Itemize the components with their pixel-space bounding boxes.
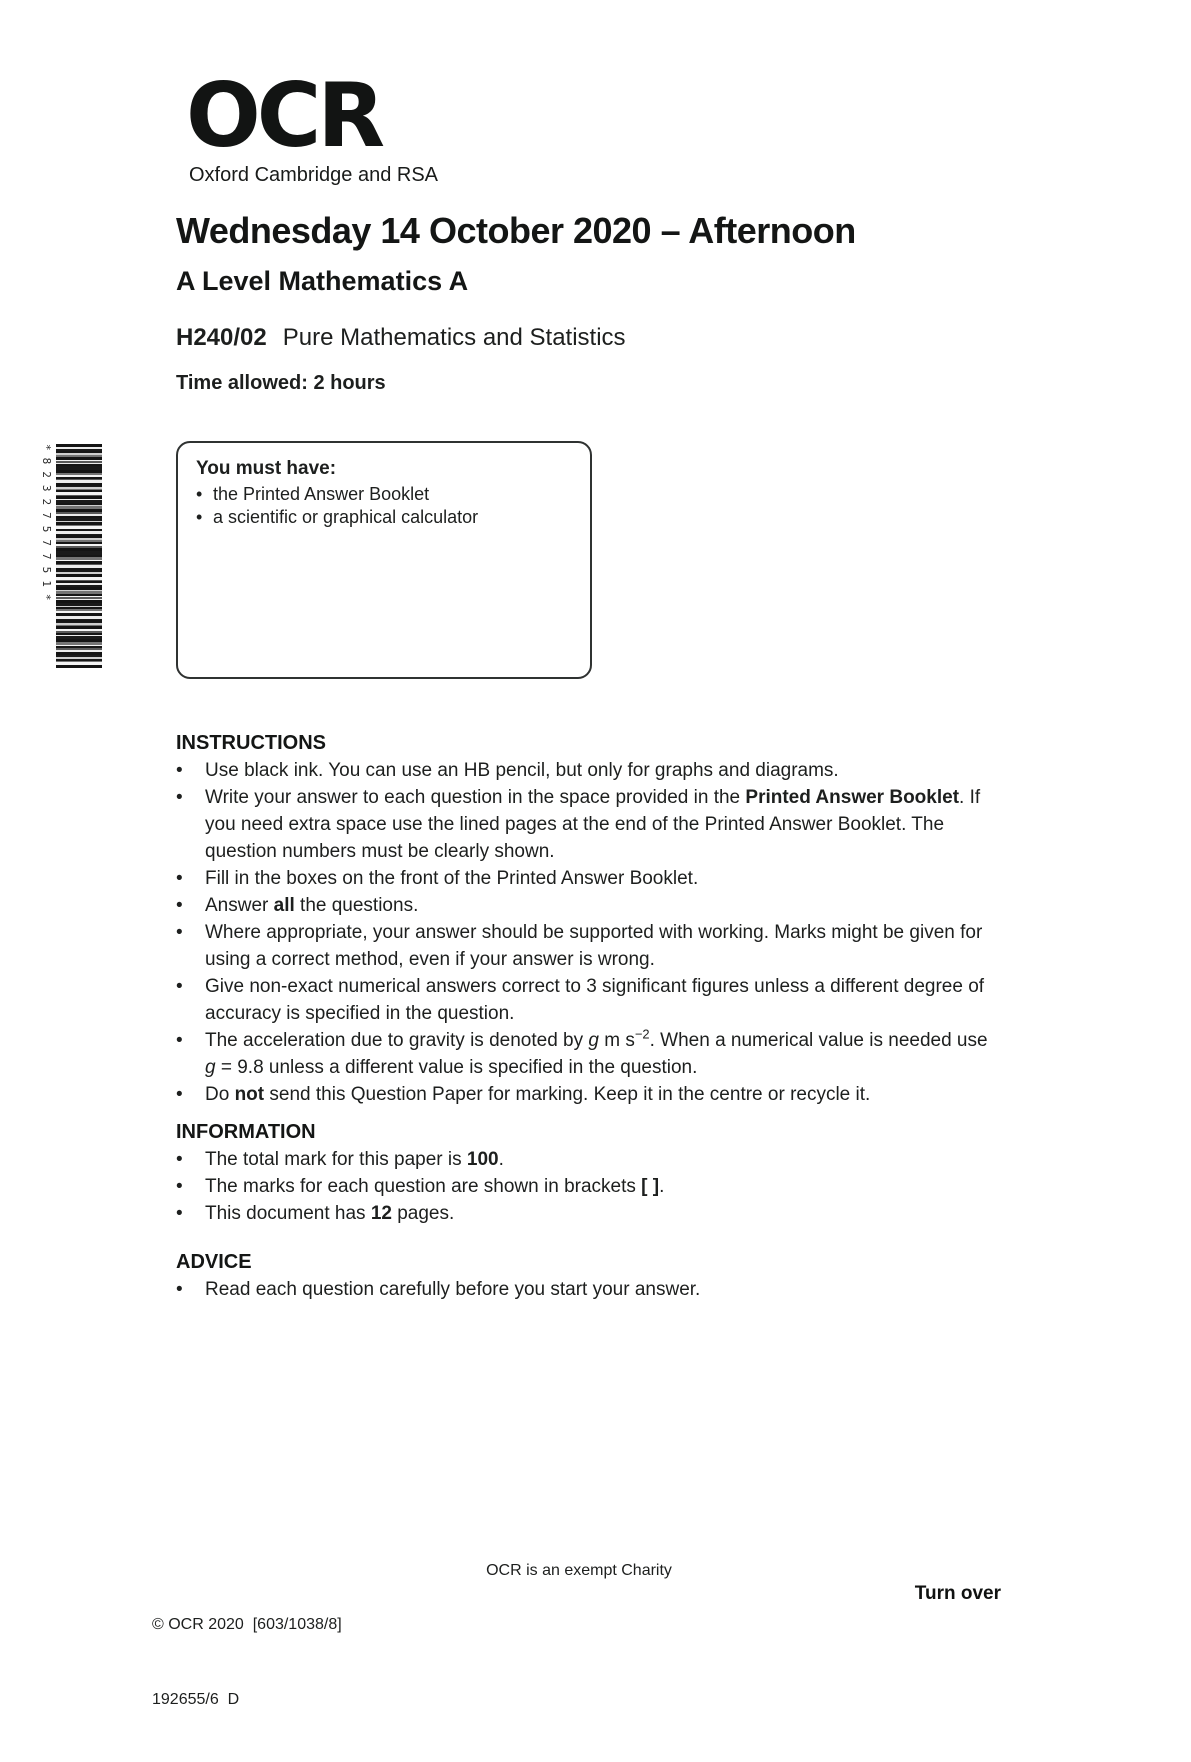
instruction-item-text: • Give non-exact numerical answers correct to 3 significant figures unless a different degree of accuracy is specified in the question. [205,976,985,1024]
ocr-logo-text: OCR [186,64,382,167]
instruction-item-text: • Where appropriate, your answer should be supported with working. Marks might be given for using a correct method, even if your answer is wrong. [205,922,983,970]
information-item-text: • The marks for each question are shown in brackets [ ]. [205,1176,665,1197]
footer-copyright: © OCR 2020 [603/1038/8] [152,1616,342,1633]
paper-code: H240/02 [176,324,267,351]
instruction-item-text: • Answer all the questions. [205,895,419,916]
barcode [38,444,102,668]
instruction-item-text: • Fill in the boxes on the front of the Printed Answer Booklet. [205,868,699,889]
time-allowed: Time allowed: 2 hours [176,372,386,394]
instruction-item [176,892,996,919]
instruction-item [176,1027,996,1081]
ocr-logo-tagline: Oxford Cambridge and RSA [189,164,439,186]
turn-over-label: Turn over [914,1583,1001,1604]
instruction-item [176,973,996,1027]
advice-item [176,1276,996,1303]
section-instructions [176,730,996,1108]
information-item [176,1146,996,1173]
barcode-bars [56,444,102,668]
advice-item-text: • Read each question carefully before you start your answer. [205,1279,701,1300]
instruction-item-text: • Write your answer to each question in the space provided in the Printed Answer Booklet. If you need extra space use the lined pages at the end of the Printed Answer Booklet. The question numbers must be clearly shown. [205,787,981,862]
page-title: Wednesday 14 October 2020 – Afternoon [176,210,856,251]
instruction-item [176,757,996,784]
must-have-list [196,483,572,529]
footer-left [152,1562,342,1762]
instruction-item-text: • Do not send this Question Paper for marking. Keep it in the centre or recycle it. [205,1084,871,1105]
instructions-heading: INSTRUCTIONS [176,732,326,754]
must-have-title: You must have: [196,458,337,479]
ocr-logo [186,64,439,187]
advice-list [176,1276,996,1303]
information-item-text: • This document has 12 pages. [205,1203,455,1224]
you-must-have-box [176,441,592,679]
information-item-text: • The total mark for this paper is 100. [205,1149,504,1170]
instruction-item [176,919,996,973]
footer-charity-note: OCR is an exempt Charity [486,1562,672,1579]
information-list [176,1146,996,1227]
information-item [176,1200,996,1227]
footer-doc-ref: 192655/6 D [152,1691,240,1708]
barcode-text: *8232757751* [40,444,53,608]
section-advice [176,1249,996,1303]
must-have-item: • the Printed Answer Booklet [196,483,572,506]
information-heading: INFORMATION [176,1121,316,1143]
instruction-item-text: • Use black ink. You can use an HB pencil, but only for graphs and diagrams. [205,760,839,781]
instruction-item [176,784,996,865]
information-item [176,1173,996,1200]
section-information [176,1119,996,1227]
instruction-item [176,1081,996,1108]
paper-line [176,324,626,352]
advice-heading: ADVICE [176,1251,252,1273]
paper-name: Pure Mathematics and Statistics [282,324,626,351]
qualification-title: A Level Mathematics A [176,266,469,296]
instruction-item-text: • The acceleration due to gravity is denoted by g m $s^{-2}$. When a numerical value is needed use g = 9.8 unless a different value is specified in the question. [205,1026,988,1078]
instructions-list [176,757,996,1108]
instruction-item [176,865,996,892]
must-have-item: • a scientific or graphical calculator [196,506,572,529]
